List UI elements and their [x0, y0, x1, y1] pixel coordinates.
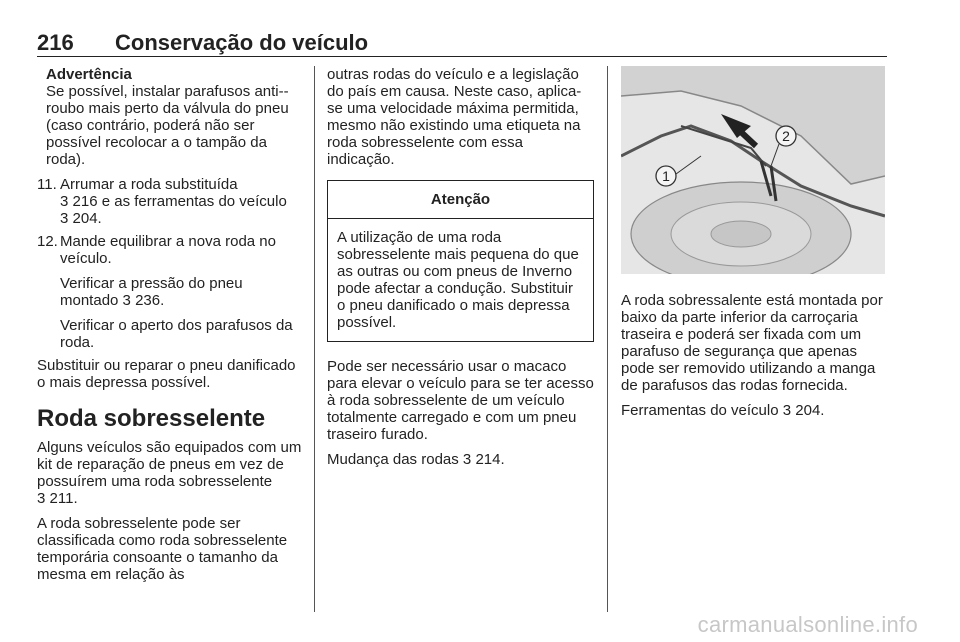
sub-instruction: Verificar o aperto dos parafusos da roda. — [60, 317, 293, 351]
ref-arrow-icon: 3 — [37, 490, 46, 507]
ref-arrow-icon: 3 — [60, 210, 69, 227]
paragraph — [37, 439, 302, 507]
paragraph-text: Ferramentas do veículo — [621, 402, 779, 419]
notice-text: A utilização de uma roda sobresselente mais pequena do que as outras ou com pneus de Inverno pode afectar a condução. Substituir o pneu danificado o mais depressa possível. — [337, 229, 579, 331]
page-header — [37, 30, 887, 57]
list-text: e as ferramentas do veículo — [101, 193, 287, 210]
list-number: 12. — [37, 233, 58, 250]
list-number: 11. — [37, 176, 57, 193]
list-text: Arrumar a roda substituída — [60, 176, 238, 193]
ref-arrow-icon: 3 — [60, 193, 69, 210]
paragraph: outras rodas do veículo e a legislação do país em causa. Neste caso, aplica-se uma velocidade máxima permitida, mesmo não existindo uma etiqueta na roda sobresselente com essa indicação. — [327, 66, 582, 168]
notice-box — [327, 180, 594, 342]
sub-instruction — [60, 275, 302, 309]
paragraph-text: Mudança das rodas — [327, 451, 459, 468]
spare-wheel-illustration — [621, 66, 885, 274]
column-divider-2 — [607, 66, 608, 612]
sub-text: Verificar a pressão do pneu montado — [60, 275, 243, 309]
ref-page: 236 — [135, 292, 161, 309]
list-item-12 — [37, 233, 302, 351]
page-title: Conservação do veículo — [115, 30, 369, 55]
column-left — [37, 66, 302, 591]
ref-page: 204 — [795, 402, 821, 419]
paragraph: Substituir ou reparar o pneu danificado o mais depressa possível. — [37, 357, 296, 391]
ref-page: 216 — [72, 193, 98, 210]
warning-title: Advertência — [46, 66, 132, 83]
page-ref-link[interactable] — [60, 193, 98, 210]
column-right — [621, 292, 887, 427]
warning-box — [37, 66, 302, 168]
punctuation: . — [97, 210, 102, 227]
section-heading: Roda sobresselente — [37, 405, 266, 432]
list-text: Mande equilibrar a nova roda no veículo. — [60, 233, 276, 267]
column-middle — [327, 66, 594, 476]
ref-page: 204 — [72, 210, 98, 227]
paragraph — [327, 451, 594, 468]
punctuation: . — [73, 490, 78, 507]
paragraph-text: Alguns veículos são equipados com um kit de reparação de pneus em vez de possuírem uma roda sobresselente — [37, 439, 302, 490]
page-ref-link[interactable] — [37, 490, 73, 507]
page-ref-link[interactable] — [60, 210, 98, 227]
paragraph: Pode ser necessário usar o macaco para elevar o veículo para se ter acesso à roda sobresselente de um veículo totalmente carregado e com um pneu traseiro furado. — [327, 358, 594, 443]
paragraph: A roda sobressalente está montada por baixo da parte inferior da carroçaria traseira e poderá ser fixada com um parafuso de segurança que apenas pode ser removido utilizando a manga de parafusos das rodas fornecida. — [621, 292, 883, 394]
paragraph — [621, 402, 887, 419]
page-ref-link[interactable] — [123, 292, 161, 309]
ref-page: 214 — [475, 451, 501, 468]
list-item-11 — [37, 176, 302, 227]
punctuation: . — [160, 292, 165, 309]
ref-arrow-icon: 3 — [782, 402, 792, 419]
ref-page: 211 — [49, 490, 74, 507]
warning-text: Se possível, instalar parafusos anti--roubo mais perto da válvula do pneu (caso contrário, poderá não ser possível recolocar a o tampão da roda). — [46, 83, 289, 168]
punctuation: . — [820, 402, 825, 419]
column-divider-1 — [314, 66, 315, 612]
punctuation: . — [500, 451, 505, 468]
callout-2: 2 — [782, 128, 790, 144]
callout-1: 1 — [662, 168, 670, 184]
notice-title: Atenção — [328, 181, 593, 219]
watermark: carmanualsonline.info — [697, 612, 918, 637]
paragraph: A roda sobresselente pode ser classificada como roda sobresselente temporária consoante o tamanho da mesma em relação às — [37, 515, 288, 583]
page-ref-link[interactable] — [463, 451, 501, 468]
page-number: 216 — [37, 30, 74, 55]
page-ref-link[interactable] — [783, 402, 821, 419]
ref-arrow-icon: 3 — [122, 292, 131, 309]
ref-arrow-icon: 3 — [462, 451, 472, 468]
illustration-svg — [621, 66, 885, 274]
